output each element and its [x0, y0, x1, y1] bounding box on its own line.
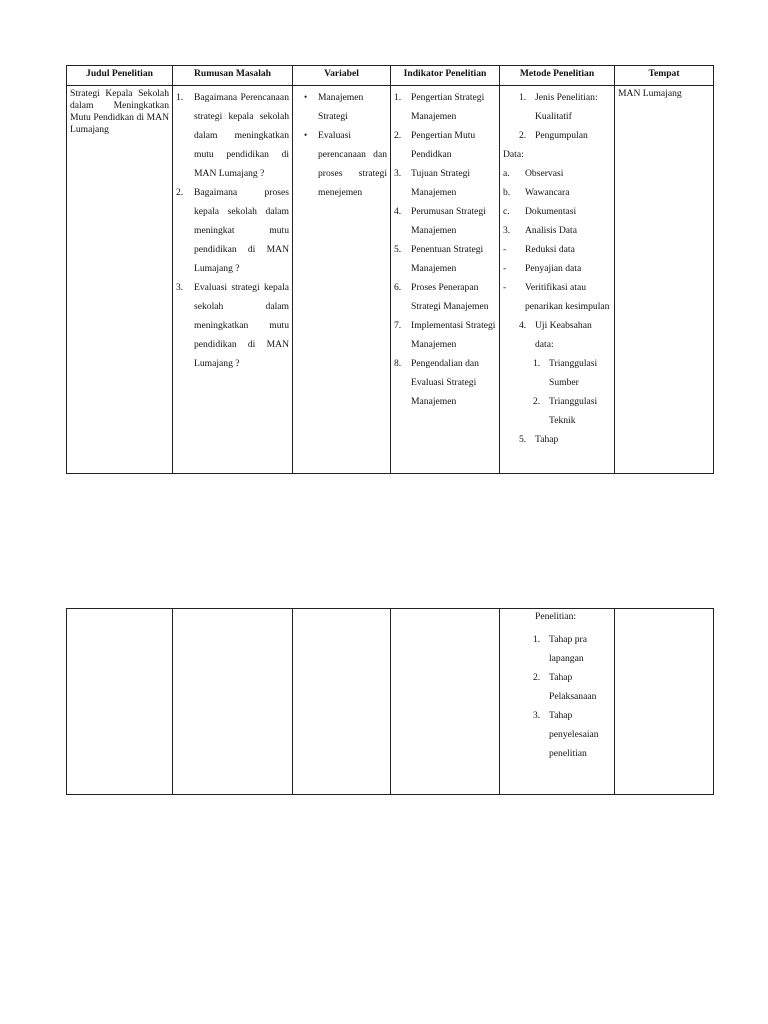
item-marker: a.: [503, 168, 510, 179]
item-number: 2.: [533, 396, 541, 407]
item-text: Jenis Penelitian: Kualitatif: [535, 92, 598, 122]
tempat-text: MAN Lumajang: [618, 88, 682, 99]
list-item: [304, 126, 387, 202]
item-text: Pengertian Strategi Manajemen: [411, 92, 485, 122]
list-item: [176, 183, 289, 278]
item-text: Wawancara: [525, 187, 570, 198]
list-item: [394, 164, 496, 202]
header-rumusan: Rumusan Masalah: [173, 66, 293, 86]
list-item: [503, 278, 611, 316]
item-text: Pengumpulan: [535, 130, 588, 141]
list-item: [304, 88, 387, 126]
item-text: Tujuan Strategi Manajemen: [411, 168, 471, 198]
list-item: [503, 706, 611, 763]
cell-variabel: [293, 609, 391, 795]
list-item: [503, 668, 611, 706]
item-text: Analisis Data: [525, 225, 577, 236]
list-item: [503, 430, 611, 449]
item-text: Implementasi Strategi Manajemen: [411, 320, 496, 350]
list-item: [503, 202, 611, 221]
item-number: 1.: [394, 92, 402, 103]
list-item: [503, 126, 611, 145]
item-text: Uji Keabsahan data:: [535, 320, 592, 350]
header-metode: Metode Penelitian: [500, 66, 615, 86]
list-item: [394, 88, 496, 126]
item-text: Penyajian data: [525, 263, 582, 274]
item-number: 3.: [533, 710, 541, 721]
item-number: 4.: [394, 206, 402, 217]
item-number: 8.: [394, 358, 402, 369]
cell-rumusan: [173, 609, 293, 795]
item-number: 3.: [394, 168, 402, 179]
list-item: [176, 278, 289, 373]
item-number: 1.: [519, 92, 527, 103]
cell-judul: [67, 86, 173, 474]
item-text: Bagaimana Perencanaan strategi kepala sekolah dalam meningkatkan mutu pendidikan di MAN Lumajang ?: [194, 92, 289, 179]
item-text: Reduksi data: [525, 244, 575, 255]
list-item: [394, 202, 496, 240]
judul-text: Strategi Kepala Sekolah dalam Meningkatkan Mutu Pendidkan di MAN Lumajang: [70, 88, 169, 135]
item-text: Tahap pra lapangan: [549, 634, 587, 664]
item-text: Tahap: [535, 434, 559, 445]
cell-indikator: [391, 609, 500, 795]
list-item: [503, 392, 611, 430]
item-text: Pengendalian dan Evaluasi Strategi Manajemen: [411, 358, 479, 407]
cell-metode: [500, 609, 615, 795]
research-matrix-table: [66, 65, 714, 474]
item-marker: -: [503, 282, 507, 293]
item-text: Perumusan Strategi Manajemen: [411, 206, 486, 236]
item-text: Proses Penerapan Strategi Manajemen: [411, 282, 489, 312]
item-number: 2.: [533, 672, 541, 683]
list-item: [394, 354, 496, 411]
list-item: [503, 240, 611, 259]
list-item: [503, 164, 611, 183]
list-item: [394, 278, 496, 316]
item-number: 2.: [519, 130, 527, 141]
rumusan-list: [176, 88, 289, 373]
item-number: 2.: [394, 130, 402, 141]
item-number: 7.: [394, 320, 402, 331]
item-number: 5.: [394, 244, 402, 255]
cell-variabel: [293, 86, 391, 474]
table-row: [67, 609, 714, 795]
variabel-list: [296, 88, 387, 202]
list-item: [503, 354, 611, 392]
item-number: 1.: [176, 92, 184, 103]
item-number: 1.: [533, 634, 541, 645]
item-number: 4.: [519, 320, 527, 331]
list-item: [394, 126, 496, 164]
list-item: [503, 630, 611, 668]
cell-indikator: [391, 86, 500, 474]
item-text: Evaluasi perencanaan dan proses strategi menejemen: [318, 130, 387, 198]
item-text: Tahap penyelesaian penelitian: [549, 710, 599, 759]
header-judul: Judul Penelitian: [67, 66, 173, 86]
bullet-icon: •: [304, 130, 308, 140]
cell-tempat: [615, 86, 714, 474]
cell-metode: [500, 86, 615, 474]
item-number: 5.: [519, 434, 527, 445]
item-number: 1.: [533, 358, 541, 369]
item-continuation: Data:: [503, 149, 524, 160]
research-matrix-table-continued: [66, 608, 714, 795]
item-text: Trianggulasi Sumber: [549, 358, 598, 388]
item-number: 3.: [503, 225, 511, 236]
list-item: [394, 240, 496, 278]
item-text: Evaluasi strategi kepala sekolah dalam meningkatkan mutu pendidikan di MAN Lumajang ?: [194, 282, 289, 369]
cell-tempat: [615, 609, 714, 795]
item-text: Veritifikasi atau penarikan kesimpulan: [525, 282, 610, 312]
list-item: [176, 88, 289, 183]
item-text: Trianggulasi Teknik: [549, 396, 598, 426]
item-marker: b.: [503, 187, 511, 198]
item-text: Manajemen Strategi: [318, 92, 364, 122]
list-item: [503, 259, 611, 278]
header-tempat: Tempat: [615, 66, 714, 86]
item-text: Pengertian Mutu Pendidkan: [411, 130, 476, 160]
item-continuation: Penelitian:: [535, 611, 577, 622]
item-number: 3.: [176, 282, 184, 293]
table-row: [67, 86, 714, 474]
cell-judul: [67, 609, 173, 795]
item-text: Bagaimana proses kepala sekolah dalam meningkat mutu pendidikan di MAN Lumajang ?: [194, 187, 289, 274]
item-marker: -: [503, 263, 507, 274]
item-text: Penentuan Strategi Manajemen: [411, 244, 484, 274]
header-variabel: Variabel: [293, 66, 391, 86]
list-item: [503, 183, 611, 202]
item-marker: -: [503, 244, 507, 255]
header-indikator: Indikator Penelitian: [391, 66, 500, 86]
list-item: [394, 316, 496, 354]
indikator-list: [394, 88, 496, 411]
list-item: [503, 221, 611, 240]
item-text: Observasi: [525, 168, 564, 179]
list-item: [503, 88, 611, 126]
header-row: [67, 66, 714, 86]
cell-rumusan: [173, 86, 293, 474]
item-marker: c.: [503, 206, 510, 217]
item-text: Dokumentasi: [525, 206, 577, 217]
bullet-icon: •: [304, 92, 308, 102]
list-item: [503, 316, 611, 354]
item-number: 6.: [394, 282, 402, 293]
item-text: Tahap Pelaksanaan: [549, 672, 597, 702]
item-number: 2.: [176, 187, 184, 198]
